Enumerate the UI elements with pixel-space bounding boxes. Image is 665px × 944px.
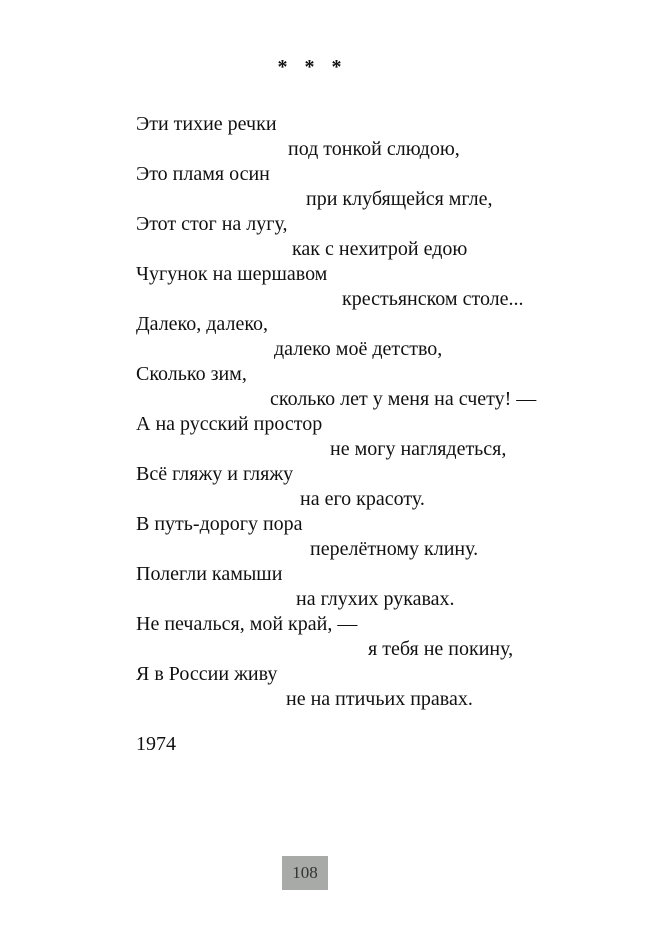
poem-line: Сколько зим, (136, 363, 247, 385)
poem-line: Этот стог на лугу, (136, 213, 288, 235)
poem-line: Всё гляжу и гляжу (136, 463, 294, 485)
poem-line: на глухих рукавах. (296, 588, 455, 610)
poem-line: перелётному клину. (310, 538, 479, 560)
poem-line: при клубящейся мгле, (306, 188, 493, 210)
poem-line: на его красоту. (300, 488, 425, 510)
poem-line: я тебя не покину, (368, 638, 514, 660)
poem-line: под тонкой слюдою, (288, 138, 460, 160)
poem-line: В путь-дорогу пора (136, 513, 303, 535)
poem-line: Не печалься, мой край, — (136, 613, 358, 635)
poem-year: 1974 (136, 733, 176, 755)
poem-line: как с нехитрой едою (292, 238, 468, 260)
poem-line: не на птичьих правах. (286, 688, 473, 710)
page-number: 108 (282, 856, 328, 890)
poem-line: далеко моё детство, (274, 338, 443, 360)
section-ornament: * * * (277, 56, 348, 78)
poem-line: Далеко, далеко, (136, 313, 269, 335)
poem-line: Эти тихие речки (136, 113, 277, 135)
poem-line: Чугунок на шершавом (136, 263, 328, 285)
poem-line: не могу наглядеться, (330, 438, 507, 460)
poem-line: Полегли камыши (136, 563, 283, 585)
poem-line: сколько лет у меня на счету! — (270, 388, 537, 410)
poem-line: Я в России живу (136, 663, 278, 685)
poem-line: А на русский простор (136, 413, 323, 435)
poem-line: Это пламя осин (136, 163, 270, 185)
poem-line: крестьянском столе... (342, 288, 524, 310)
